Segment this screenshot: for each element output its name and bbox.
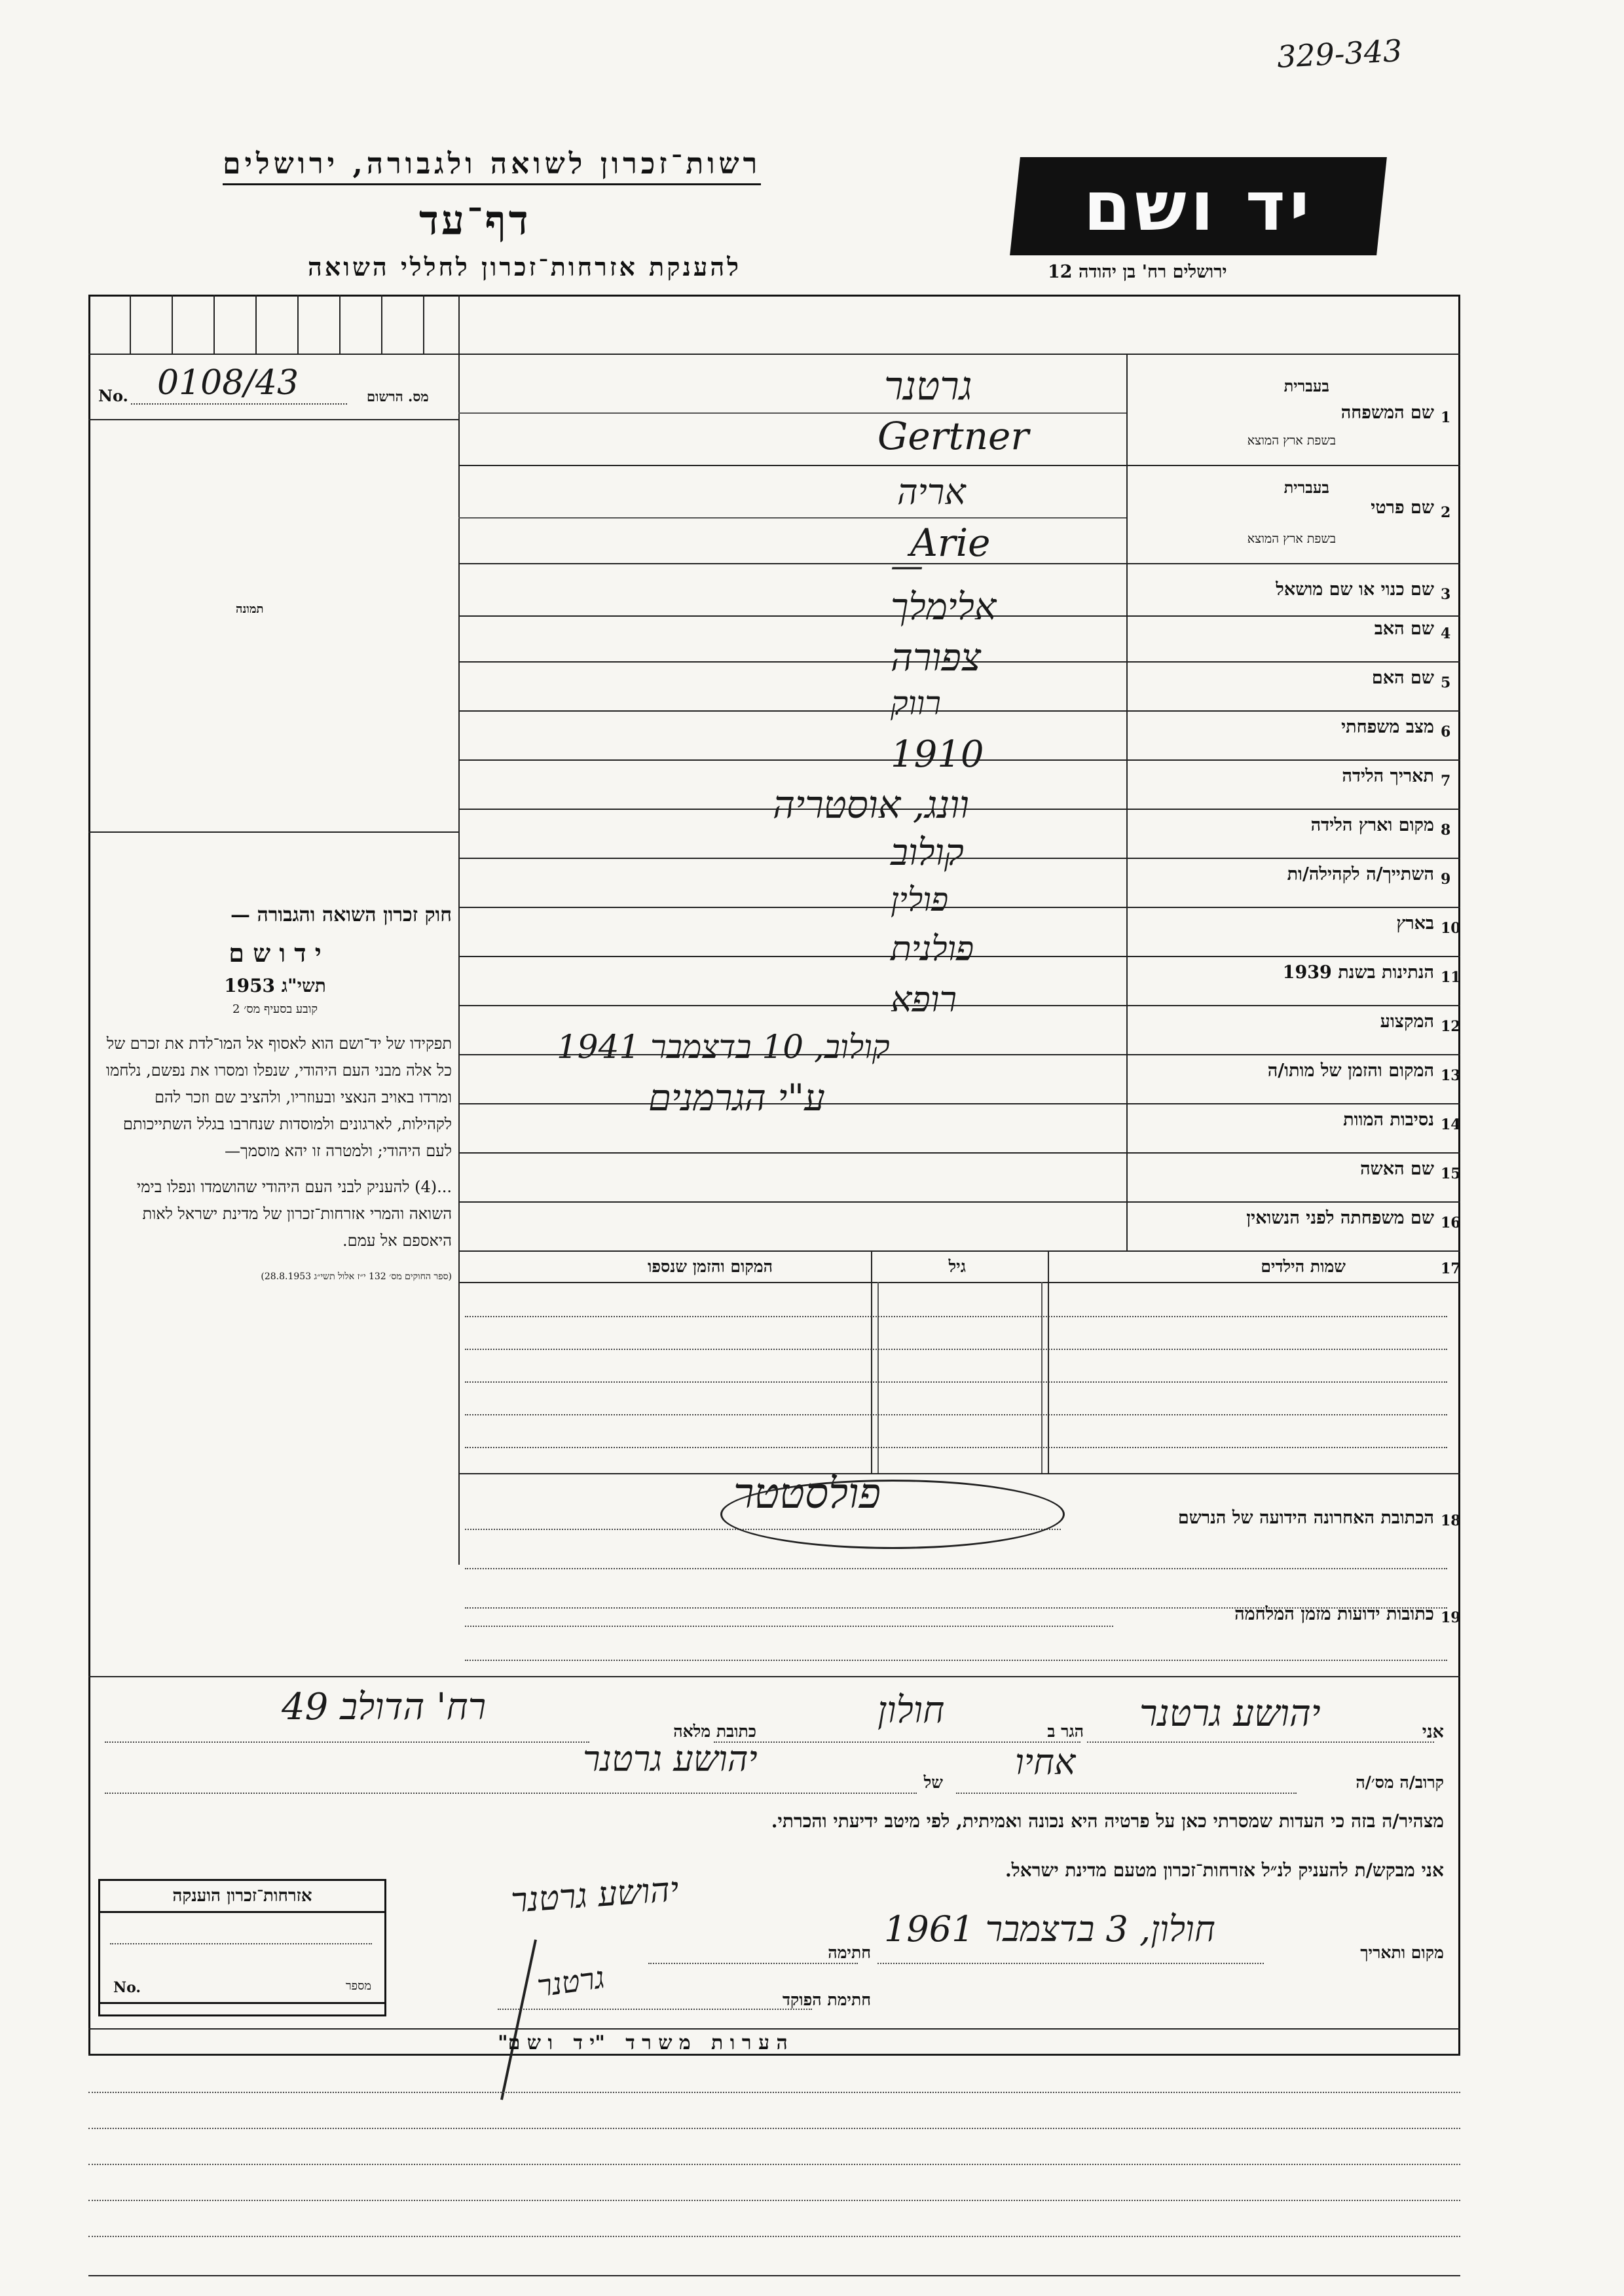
field-num: 4: [1441, 625, 1451, 642]
citizenship-box: [98, 1879, 386, 2016]
field-num: 13: [1441, 1067, 1461, 1084]
field-value: רופא: [891, 979, 957, 1020]
field-sub-local: בשפת ארץ המוצא: [1247, 532, 1336, 546]
yad-vashem-logo: [1010, 157, 1387, 255]
request-text: אני מבקש/ת להעניק לנ״ל אזרחות־זכרון מטעם מדינת ישראל.: [1005, 1859, 1444, 1881]
declarant-address: רח' הדולב 49: [282, 1686, 487, 1728]
law-paragraph-2: ...(4) להעניק לבני העם היהודי שהושמדו ונפלו בימי השואה והמרי אזרחות־זכרון של מדינת ישראל לאות היאספם אל עמם.: [136, 1178, 452, 1250]
declarant-relation: אחיו: [1015, 1741, 1076, 1783]
field-label: שם האם: [1371, 668, 1434, 688]
field-num: 3: [1441, 586, 1451, 603]
archive-number: 329-343: [1276, 33, 1403, 75]
field-label: הנתינות בשנת 1939: [1282, 962, 1434, 983]
field-label: המקצוע: [1380, 1011, 1434, 1032]
child-row-line: [465, 1381, 1447, 1383]
child-row-line: [465, 1414, 1447, 1415]
place-date-label: מקום ותאריך: [1360, 1943, 1444, 1962]
officer-label: חתימת הפוקד: [782, 1990, 871, 2009]
field-value: קולוב, 10 בדצמבר 1941: [557, 1028, 890, 1066]
row-divider: [458, 1103, 1460, 1104]
child-row-line: [465, 1316, 1447, 1317]
field-value-hebrew: אריה: [897, 471, 966, 513]
field-num: 8: [1441, 822, 1451, 839]
field-num: 16: [1441, 1214, 1461, 1231]
declarant-of-label: של: [923, 1773, 943, 1792]
children-header-age: גיל: [948, 1257, 966, 1276]
field-num: 15: [1441, 1165, 1461, 1182]
registration-number: 0108/43: [157, 363, 299, 403]
form-title: דף־עד: [419, 196, 531, 244]
field-num: 10: [1441, 920, 1461, 937]
children-header-names: שמות הילדים: [1261, 1257, 1346, 1276]
field-sub-hebrew: בעברית: [1283, 478, 1329, 497]
notes-title: ה ע ר ו ת מ ש ר ד "י ד ו ש ם": [498, 2032, 788, 2054]
field-label: השתייך/ה לקהילה/ות: [1287, 864, 1434, 884]
field-value-local: Arie: [910, 520, 991, 565]
declarant-lives-label: הגר ב: [1047, 1722, 1084, 1741]
field-value-hebrew: גרטנר: [884, 363, 972, 409]
authority-title: רשות־זכרון לשואה ולגבורה, ירושלים: [223, 147, 761, 185]
field-num: 9: [1441, 871, 1451, 888]
field-label: שם המשפחה: [1340, 403, 1434, 423]
field-label: תאריך הלידה: [1342, 766, 1434, 786]
place-date-value: חולון, 3 בדצמבר 1961: [884, 1908, 1215, 1950]
field-label: שם האשה: [1360, 1159, 1434, 1179]
declarant-ani: אני: [1422, 1722, 1444, 1742]
field-label: שם משפחתה לפני הנשואין: [1246, 1208, 1434, 1228]
signature-value: יהושע גרטנר: [509, 1870, 680, 1921]
declaration-text: מצהיר/ה בזה כי העדות שמסרתי כאן על פרטיה היא נכונה ואמיתית, לפי מיטב ידיעתי והכרתי.: [771, 1810, 1444, 1832]
law-source: (ספר החוקים מס׳ 132 י״ז אלול תשי״ג 28.8.1953): [261, 1271, 452, 1282]
declarant-city: חולון: [877, 1689, 945, 1732]
field-value: ע"י הגרמנים: [648, 1077, 825, 1120]
field-value: קולוב: [891, 831, 964, 874]
field-num: 5: [1441, 674, 1451, 691]
field-label: שם כנוי או שם מושאל: [1276, 579, 1434, 600]
citizenship-box-number: מספר: [345, 1979, 371, 1993]
field-label: המקום והזמן של מותו/ה: [1267, 1061, 1434, 1081]
row-sub-divider: [458, 517, 1126, 519]
law-title: חוק זכרון השואה והגבורה —: [231, 903, 452, 926]
children-header-place: המקום והזמן שנספו: [648, 1257, 773, 1276]
field-value: צפורה: [891, 635, 982, 680]
field-value-local: Gertner: [877, 414, 1029, 458]
declarant-name: יהושע גרטנר: [1139, 1692, 1321, 1735]
field-sub-hebrew: בעברית: [1283, 376, 1329, 395]
field-18-label: הכתובת האחרונה הידועה של הנרשם: [1177, 1508, 1434, 1528]
field-label: שם פרטי: [1371, 498, 1434, 518]
field-label: מצב משפחתי: [1341, 717, 1434, 737]
field-label: מקום וארץ הלידה: [1310, 815, 1434, 835]
field-value: וונג, אוסטריה: [773, 782, 969, 827]
citizenship-box-title: אזרחות־זכרון הוענקה: [100, 1881, 384, 1913]
law-year: תשי"ג 1953: [224, 975, 326, 996]
row-divider: [458, 1201, 1460, 1203]
law-name: י ד ו ש ם: [229, 938, 322, 968]
field-18-circle: [720, 1480, 1065, 1549]
row-divider: [458, 710, 1460, 712]
field-label: שם האב: [1374, 619, 1434, 639]
officer-signature: גרטנר: [534, 1959, 607, 2004]
field-num: 14: [1441, 1116, 1461, 1133]
field-num: 12: [1441, 1018, 1461, 1035]
logo-address: ירושלים רח' בן יהודה 12: [1048, 262, 1227, 282]
form-subtitle: להענקת אזרחות־זכרון לחללי השואה: [308, 252, 742, 282]
declarant-of-name: יהושע גרטנר: [583, 1738, 758, 1779]
logo-text: יד ושם: [1083, 166, 1314, 246]
field-value: —: [891, 547, 923, 585]
field-label: נסיבות המוות: [1343, 1110, 1434, 1130]
law-clause: קובע בסעיף מס׳ 2: [232, 1002, 318, 1016]
citizenship-box-no: No.: [113, 1979, 141, 1996]
law-paragraph-1: תפקידו של יד־ושם הוא לאסוף אל המו־לדת את זכרם של כל אלה מבני העם היהודי, שנפלו ומסרו את נפשם, נלחמו ומרדו באויב הנאצי ובעוזריו, ולהציב שם וזכר להם לקהילות, לארגונים ולמוסדות שנחרבו בגלל השתייכותם לעם היהודי; ולמטרה זו יהא מוסמך—: [105, 1034, 452, 1160]
declarant-relative-label: קרוב/ה מס׳/ה: [1356, 1773, 1444, 1792]
field-19-label: כתובות ידועות מזמן המלחמה: [1234, 1604, 1434, 1624]
field-label: בארץ: [1396, 913, 1434, 934]
field-value: פולין: [891, 881, 949, 919]
law-box: [98, 903, 452, 1283]
registration-dotted-line: [131, 403, 347, 405]
field-18-value: פולסטטר: [733, 1470, 881, 1518]
row-divider: [458, 907, 1460, 908]
field-num: 6: [1441, 723, 1451, 740]
declarant-address-label: כתובת מלאה: [673, 1722, 756, 1741]
field-18-num: 18: [1441, 1512, 1461, 1529]
field-value: 1910: [891, 733, 984, 776]
child-row-line: [465, 1447, 1447, 1448]
children-num: 17: [1441, 1260, 1461, 1277]
photo-label: תמונה: [236, 602, 264, 616]
field-num: 1: [1441, 409, 1451, 426]
signature-label: חתימה: [828, 1943, 871, 1962]
field-19-num: 19: [1441, 1609, 1461, 1626]
row-divider: [458, 1005, 1460, 1006]
field-sub-local: בשפת ארץ המוצא: [1247, 433, 1336, 448]
field-value: אלימלך: [891, 586, 997, 629]
field-num: 2: [1441, 504, 1451, 521]
field-value: פולנית: [891, 930, 974, 969]
row-divider: [458, 465, 1460, 466]
registration-heb-label: מס. הרשום: [367, 388, 429, 405]
field-num: 11: [1441, 969, 1461, 986]
field-num: 7: [1441, 773, 1451, 790]
child-row-line: [465, 1349, 1447, 1350]
field-value: רווק: [891, 684, 941, 722]
row-divider: [458, 1152, 1460, 1154]
registration-no-label: No.: [98, 386, 128, 405]
